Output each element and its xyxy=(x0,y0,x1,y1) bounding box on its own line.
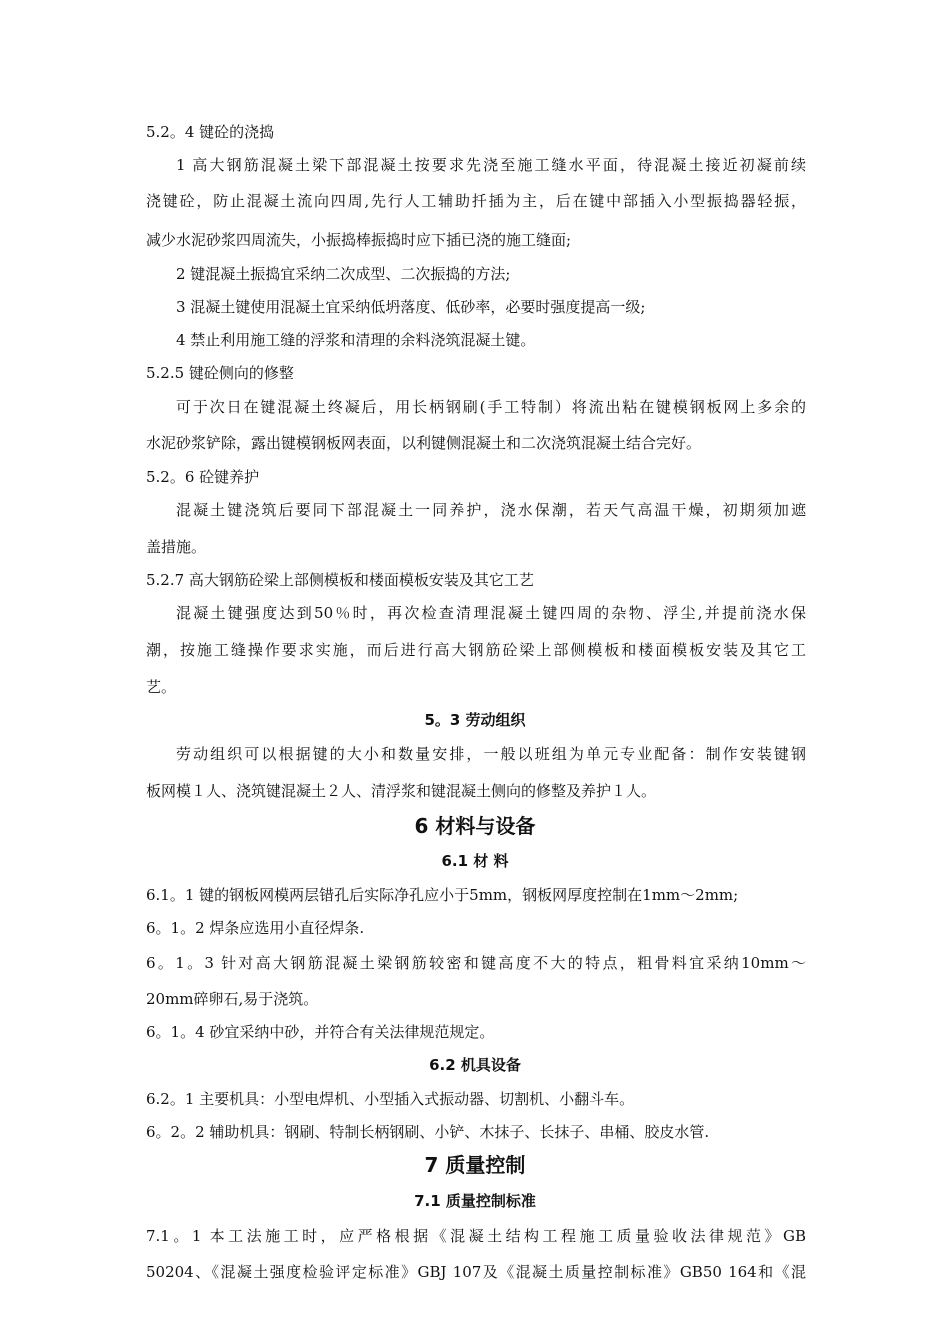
section-heading-5-2-6: 5.2。6 砼键养护 xyxy=(146,468,260,486)
subsection-title-5-3: 5。3 劳动组织 xyxy=(424,711,526,729)
list-item: 2 键混凝土振捣宜采纳二次成型、二次振捣的方法; xyxy=(176,265,511,283)
clause-6-2-2: 6。2。2 辅助机具：钢刷、特制长柄钢刷、小铲、木抹子、长抹子、串桶、胶皮水管. xyxy=(146,1123,710,1141)
chapter-title-7: 7 质量控制 xyxy=(424,1153,526,1177)
section-heading-5-2-5: 5.2.5 键砼侧向的修整 xyxy=(146,364,294,382)
list-item: 3 混凝土键使用混凝土宜采纳低坍落度、低砂率，必要时强度提高一级; xyxy=(176,298,646,316)
clause-6-1-2: 6。1。2 焊条应选用小直径焊条. xyxy=(146,919,365,937)
section-heading-5-2-4: 5.2。4 键砼的浇捣 xyxy=(146,123,275,141)
clause-6-1-3: 6。1。3 针对高大钢筋混凝土梁钢筋较密和键高度不大的特点，粗骨料宜采纳10mm～ xyxy=(146,954,806,972)
paragraph-line: 减少水泥砂浆四周流失，小振捣棒振捣时应下插已浇的施工缝面; xyxy=(146,231,572,249)
clause-7-1-1: 7.1。1 本工法施工时，应严格根据《混凝土结构工程施工质量验收法律规范》GB xyxy=(146,1227,806,1245)
paragraph-line: 劳动组织可以根据键的大小和数量安排，一般以班组为单元专业配备：制作安装键钢 xyxy=(176,745,806,763)
paragraph-line: 可于次日在键混凝土终凝后，用长柄钢刷(手工特制）将流出粘在键模钢板网上多余的 xyxy=(176,398,806,416)
section-heading-5-2-7: 5.2.7 高大钢筋砼梁上部侧模板和楼面模板安装及其它工艺 xyxy=(146,571,534,589)
paragraph-line: 浇键砼，防止混凝土流向四周,先行人工辅助扦插为主，后在键中部插入小型振捣器轻振， xyxy=(146,192,806,210)
paragraph-line: 板网模１人、浇筑键混凝土２人、清浮浆和键混凝土侧向的修整及养护１人。 xyxy=(146,782,657,800)
paragraph-line: 水泥砂浆铲除，露出键模钢板网表面，以利键侧混凝土和二次浇筑混凝土结合完好。 xyxy=(146,434,702,452)
paragraph-line: 混凝土键强度达到50％时，再次检查清理混凝土键四周的杂物、浮尘,并提前浇水保 xyxy=(176,604,806,622)
chapter-title-6: 6 材料与设备 xyxy=(414,814,536,838)
paragraph-line: 50204、《混凝土强度检验评定标准》GBJ 107及《混凝土质量控制标准》GB50 164和《混 xyxy=(146,1263,806,1281)
clause-6-2-1: 6.2。1 主要机具：小型电焊机、小型插入式振动器、切割机、小翻斗车。 xyxy=(146,1090,635,1108)
list-item: 4 禁止利用施工缝的浮浆和清理的余料浇筑混凝土键。 xyxy=(176,331,536,349)
paragraph-line: 混凝土键浇筑后要同下部混凝土一同养护，浇水保潮，若天气高温干燥，初期须加遮 xyxy=(176,501,806,519)
clause-6-1-4: 6。1。4 砂宜采纳中砂，并符合有关法律规范规定。 xyxy=(146,1023,495,1041)
clause-6-1-1: 6.1。1 键的钢板网模两层错孔后实际净孔应小于5mm，钢板网厚度控制在1mm～2mm; xyxy=(146,886,739,904)
subsection-title-7-1: 7.1 质量控制标准 xyxy=(414,1192,536,1210)
paragraph-line: 1 高大钢筋混凝土梁下部混凝土按要求先浇至施工缝水平面，待混凝土接近初凝前续 xyxy=(176,156,806,174)
subsection-title-6-2: 6.2 机具设备 xyxy=(429,1056,521,1074)
paragraph-line: 盖措施。 xyxy=(146,538,207,556)
paragraph-line: 20mm碎卵石,易于浇筑。 xyxy=(146,990,319,1008)
paragraph-line: 潮，按施工缝操作要求实施，而后进行高大钢筋砼梁上部侧模板和楼面模板安装及其它工 xyxy=(146,641,806,659)
paragraph-line: 艺。 xyxy=(146,678,177,696)
subsection-title-6-1: 6.1 材 料 xyxy=(441,852,509,870)
